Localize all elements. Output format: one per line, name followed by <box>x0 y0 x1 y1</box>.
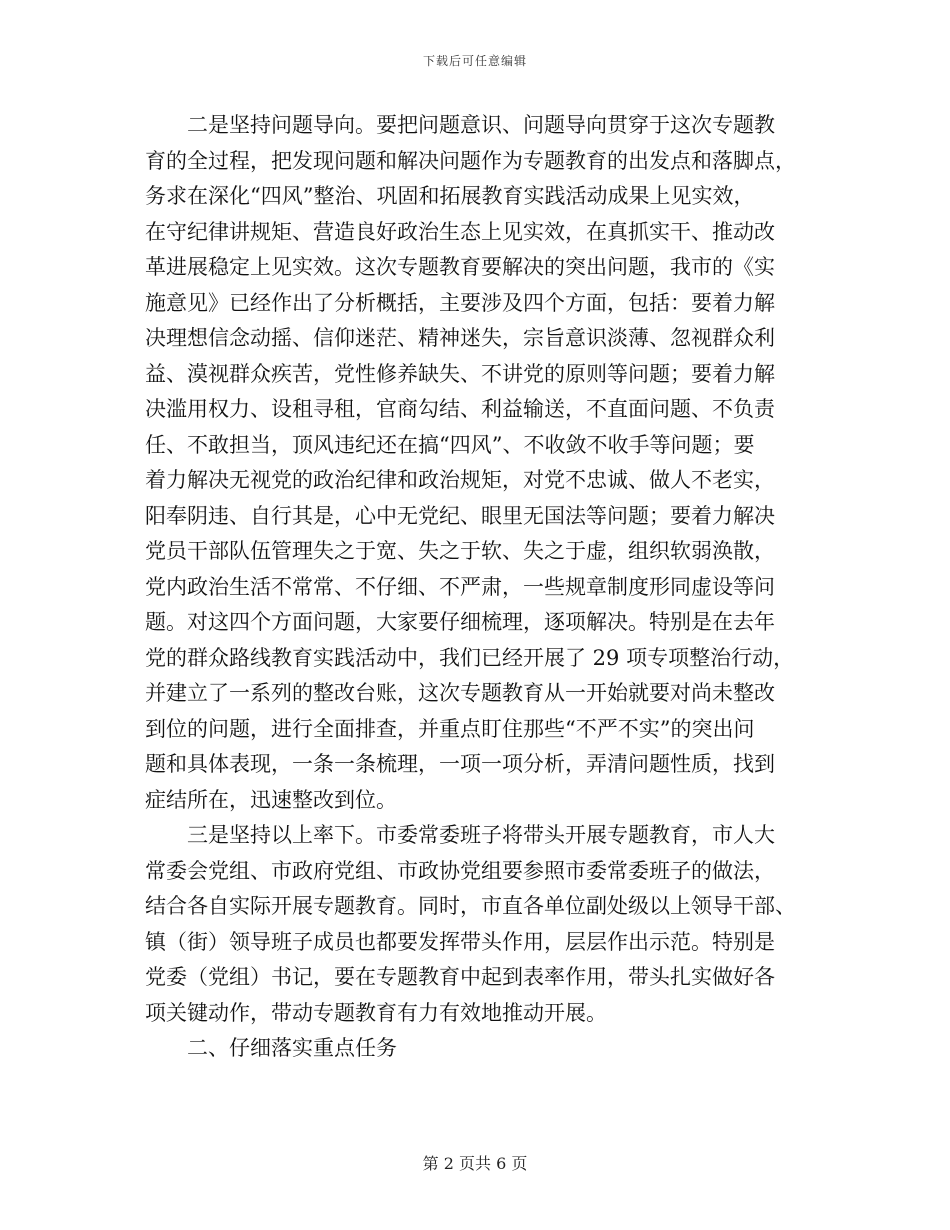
text-line: 决理想信念动摇、信仰迷茫、精神迷失，宗旨意识淡薄、忽视群众利 <box>145 326 775 350</box>
text-line: 育的全过程，把发现问题和解决问题作为专题教育的出发点和落脚点， <box>145 148 796 173</box>
text-line: 结合各自实际开展专题教育。同时，市直各单位副处级以上领导干部、 <box>145 894 796 918</box>
text-line: 阳奉阴违、自行其是，心中无党纪、眼里无国法等问题；要着力解决 <box>145 503 775 528</box>
text-line: 二是坚持问题导向。要把问题意识、问题导向贯穿于这次专题教 <box>145 113 775 137</box>
text-line: 革进展稳定上见实效。这次专题教育要解决的突出问题，我市的《实 <box>145 255 775 279</box>
text-line: 题和具体表现，一条一条梳理，一项一项分析，弄清问题性质，找到 <box>145 752 775 776</box>
page-header: 下载后可任意编辑 <box>422 54 527 68</box>
text-line: 施意见》已经作出了分析概括，主要涉及四个方面，包括：要着力解 <box>145 290 775 315</box>
section-heading: 二、仔细落实重点任务 <box>145 1036 397 1060</box>
text-line: 党内政治生活不常常、不仔细、不严肃，一些规章制度形同虚设等问 <box>145 574 775 599</box>
text-line: 务求在深化“四风”整治、巩固和拓展教育实践活动成果上见实效， <box>145 184 755 208</box>
text-line: 三是坚持以上率下。市委常委班子将带头开展专题教育，市人大 <box>145 823 775 847</box>
text-line: 任、不敢担当，顶风违纪还在搞“四风”、不收敛不收手等问题；要 <box>145 432 755 457</box>
text-line: 益、漠视群众疾苦，党性修养缺失、不讲党的原则等问题；要着力解 <box>145 361 775 386</box>
text-line: 并建立了一系列的整改台账，这次专题教育从一开始就要对尚未整改 <box>145 681 775 705</box>
page-footer: 第 2 页共 6 页 <box>422 1154 528 1173</box>
text-line: 党员干部队伍管理失之于宽、失之于软、失之于虚，组织软弱涣散， <box>145 539 775 563</box>
text-line: 着力解决无视党的政治纪律和政治规矩，对党不忠诚、做人不老实， <box>145 468 775 492</box>
text-line: 项关键动作，带动专题教育有力有效地推动开展。 <box>145 1000 607 1025</box>
text-line: 常委会党组、市政府党组、市政协党组要参照市委常委班子的做法， <box>145 858 775 883</box>
text-line: 症结所在，迅速整改到位。 <box>145 787 397 812</box>
text-line: 党的群众路线教育实践活动中，我们已经开展了 29 项专项整治行动， <box>145 645 795 670</box>
document-body <box>145 108 805 1067</box>
text-line: 镇（街）领导班子成员也都要发挥带头作用，层层作出示范。特别是 <box>145 929 775 954</box>
text-line: 题。对这四个方面问题，大家要仔细梳理，逐项解决。特别是在去年 <box>145 610 775 634</box>
text-line: 决滥用权力、设租寻租，官商勾结、利益输送，不直面问题、不负责 <box>145 397 775 421</box>
text-line: 党委（党组）书记，要在专题教育中起到表率作用，带头扎实做好各 <box>145 965 775 989</box>
text-line: 到位的问题，进行全面排查，并重点盯住那些“不严不实”的突出问 <box>145 716 755 741</box>
text-line: 在守纪律讲规矩、营造良好政治生态上见实效，在真抓实干、推动改 <box>145 219 775 244</box>
